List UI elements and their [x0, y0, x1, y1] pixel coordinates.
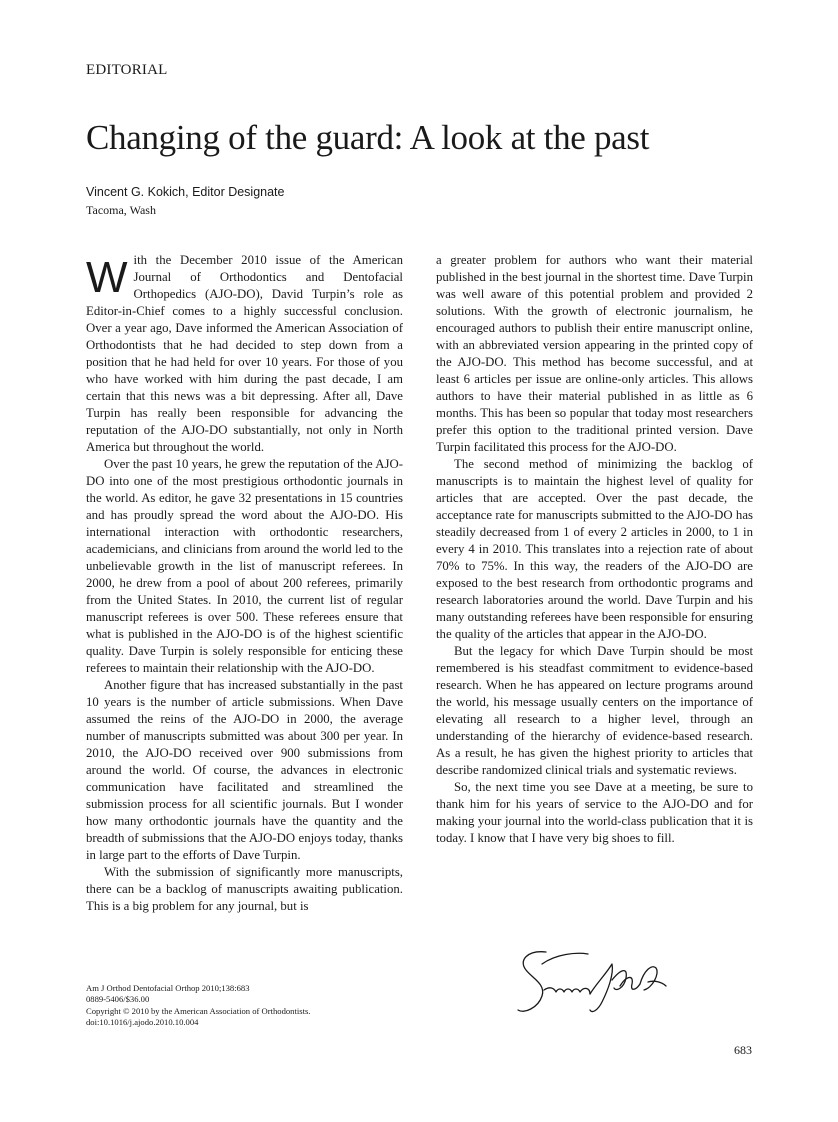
paragraph: With the submission of significantly more manuscripts, there can be a backlog of manuscripts awaiting publication. This is a big problem for any journal, but is	[86, 865, 403, 913]
doi: doi:10.1016/j.ajodo.2010.10.004	[86, 1017, 199, 1028]
article-title: Changing of the guard: A look at the past	[86, 118, 650, 157]
left-column	[86, 252, 403, 915]
affiliation: Tacoma, Wash	[86, 203, 156, 217]
section-label: EDITORIAL	[86, 62, 168, 78]
citation: Am J Orthod Dentofacial Orthop 2010;138:683	[86, 983, 250, 993]
drop-cap: W	[86, 253, 128, 302]
paragraph: Over the past 10 years, he grew the reputation of the AJO-DO into one of the most prestigious orthodontic journals in the world. As editor, he gave 32 presentations in 15 countries and has proudly spread the word about the AJO-DO. His international interaction with orthodontic researchers, academicians, and clinicians from around the world led to the unbelievable growth in the list of manuscript referees. In 2000, he drew from a pool of about 200 referees, primarily from the United States. In 2010, the current list of regular manuscript referees is over 500. These referees ensure that what is published in the AJO-DO is of the highest scientific quality. Dave Turpin is solely responsible for enticing these referees to maintain their relationship with the AJO-DO.	[86, 457, 403, 675]
paragraph: But the legacy for which Dave Turpin should be most remembered is his steadfast commitment to evidence-based research. When he has appeared on lecture programs around the world, his message usually centers on the importance of elevating all research to a higher level, through an understanding of the hierarchy of evidence-based research. As a result, he has given the highest priority to articles that describe randomized clinical trials and systematic reviews.	[436, 644, 753, 777]
author-line: Vincent G. Kokich, Editor Designate	[86, 185, 285, 199]
page-number: 683	[734, 1043, 752, 1057]
paragraph: a greater problem for authors who want their material published in the best journal in the shortest time. Dave Turpin was well aware of this potential problem and provided 2 solutions. With the growth of electronic journalism, he encouraged authors to publish their entire manuscript online, with an abbreviated version appearing in the printed copy of the AJO-DO. This method has become successful, and at least 6 articles per issue are online-only articles. This allows authors to have their material published in as little as 6 months. This has been so popular that today most researchers prefer this option to the traditional printed version. Dave Turpin facilitated this process for the AJO-DO.	[436, 253, 753, 454]
paragraph-text: ith the December 2010 issue of the American Journal of Orthodontics and Dentofacial Orthopedics (AJO-DO), David Turpin’s role as Editor-in-Chief comes to a highly successful conclusion. Over a year ago, Dave informed the American Association of Orthodontists that he had decided to step down from a position that he had held for over 10 years. For those of you who have worked with him during the past decade, I am certain that this news was a bit depressing. After all, Dave Turpin has really been responsible for advancing the reputation of the AJO-DO substantially, not only in North America but throughout the world.	[86, 253, 403, 454]
paragraph	[86, 252, 403, 456]
issn: 0889-5406/$36.00	[86, 994, 150, 1005]
signature-image	[516, 944, 676, 1022]
paragraph: So, the next time you see Dave at a meeting, be sure to thank him for his years of service to the AJO-DO and for making your journal into the world-class publication that it is today. I know that I have very big shoes to fill.	[436, 780, 753, 845]
paragraph: The second method of minimizing the backlog of manuscripts is to maintain the highest level of quality for articles that are accepted. Over the past decade, the acceptance rate for manuscripts submitted to the AJO-DO has steadily decreased from 1 of every 2 articles in 2000, to 1 in every 4 in 2010. This translates into a rejection rate of about 70% to 75%. In this way, the readers of the AJO-DO are exposed to the best research from orthodontic programs and research laboratories around the world. Dave Turpin and his many outstanding referees have been responsible for ensuring the quality of the articles that appear in the AJO-DO.	[436, 457, 753, 641]
copyright: Copyright © 2010 by the American Association of Orthodontists.	[86, 1005, 311, 1016]
right-column	[436, 252, 753, 847]
paragraph: Another figure that has increased substantially in the past 10 years is the number of article submissions. When Dave assumed the reins of the AJO-DO in 2000, the average number of manuscripts submitted was about 300 per year. In 2010, the AJO-DO received over 900 submissions from around the world. Of course, the advances in electronic communication have facilitated and streamlined the submission process for all scientific journals. But I wonder how many orthodontic journals have the quantity and the breadth of submissions that the AJO-DO enjoys today, thanks in large part to the efforts of Dave Turpin.	[86, 678, 403, 862]
footnote	[86, 983, 310, 1029]
